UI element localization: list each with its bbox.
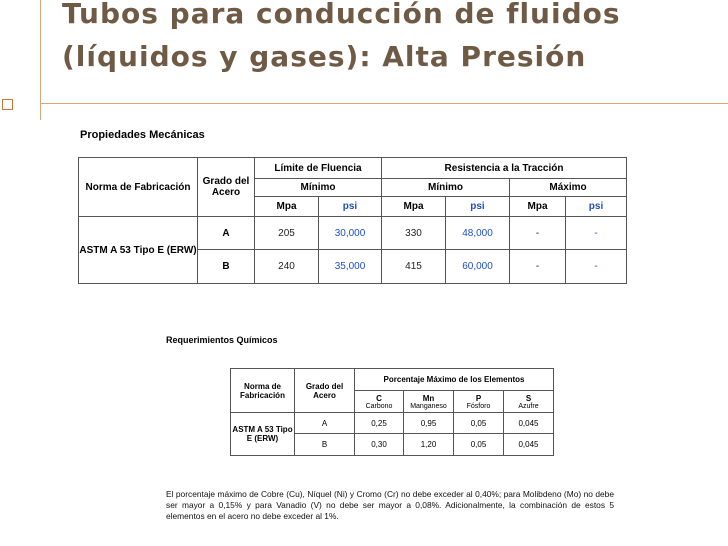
- mech-tmin-mpa: 330: [382, 217, 446, 250]
- mech-norma-value: ASTM A 53 Tipo E (ERW): [79, 217, 198, 284]
- mechanical-properties-title: Propiedades Mecánicas: [80, 129, 205, 141]
- mech-tmin-psi: 60,000: [446, 250, 510, 284]
- chem-c: 0,25: [355, 413, 404, 434]
- mech-yield-mpa: 240: [255, 250, 319, 284]
- mech-row-a: [79, 217, 627, 250]
- mech-tmax-mpa: -: [510, 250, 566, 284]
- element-symbol: P: [475, 393, 482, 403]
- mech-unit-psi: psi: [319, 197, 382, 217]
- mech-yield-psi: 30,000: [319, 217, 382, 250]
- decor-square-marker: [2, 99, 13, 110]
- mech-grade: A: [198, 217, 255, 250]
- chemical-note: El porcentaje máximo de Cobre (Cu), Níquel (Ni) y Cromo (Cr) no debe exceder al 0,40%; para Molibdeno (Mo) no debe ser mayor a 0,15% y para Vanadio (V) no debe ser mayor a 0,08%. Adicionalmente, la combinación de estos 5 elementos en el acero no debe exceder al 1%.: [166, 489, 614, 521]
- mech-tmin-psi: 48,000: [446, 217, 510, 250]
- mech-unit-mpa: Mpa: [382, 197, 446, 217]
- slide-title-line2: (líquidos y gases): Alta Presión: [62, 40, 587, 73]
- slide-title: [62, 0, 702, 78]
- chemical-requirements-title: Requerimientos Químicos: [166, 335, 278, 345]
- chem-s: 0,045: [504, 413, 554, 434]
- chem-header-row-1: [231, 369, 554, 391]
- mech-grade: B: [198, 250, 255, 284]
- chem-header-porcentaje: Porcentaje Máximo de los Elementos: [355, 369, 554, 391]
- mechanical-properties-table: [78, 157, 627, 284]
- element-symbol: C: [376, 393, 382, 403]
- mech-header-tensile-max: Máximo: [510, 179, 627, 197]
- element-name: Azufre: [518, 402, 539, 410]
- chem-header-norma: Norma de Fabricación: [231, 369, 295, 413]
- mech-tmin-mpa: 415: [382, 250, 446, 284]
- element-name: Carbono: [365, 402, 393, 410]
- element-symbol: Mn: [422, 393, 435, 403]
- chem-p: 0,05: [454, 413, 504, 434]
- mech-unit-mpa: Mpa: [510, 197, 566, 217]
- chemical-requirements-table: [230, 368, 554, 456]
- chem-element-p: [454, 391, 504, 413]
- chem-element-s: [504, 391, 554, 413]
- mech-yield-psi: 35,000: [319, 250, 382, 284]
- chem-mn: 1,20: [404, 434, 454, 456]
- mech-header-yield-min: Mínimo: [255, 179, 382, 197]
- slide-title-line1: Tubos para conducción de fluidos: [62, 0, 621, 30]
- mech-tmax-psi: -: [566, 217, 627, 250]
- chem-p: 0,05: [454, 434, 504, 456]
- mech-header-row-1: [79, 158, 627, 179]
- mech-unit-psi: psi: [566, 197, 627, 217]
- chem-grade: B: [295, 434, 355, 456]
- element-name: Manganeso: [410, 402, 447, 410]
- element-symbol: S: [525, 393, 532, 403]
- element-name: Fósforo: [466, 402, 491, 410]
- decor-vertical-line: [40, 0, 41, 120]
- chem-norma-value: ASTM A 53 Tipo E (ERW): [231, 413, 295, 456]
- chem-header-grado: Grado del Acero: [295, 369, 355, 413]
- chem-mn: 0,95: [404, 413, 454, 434]
- mech-header-tensile-min: Mínimo: [382, 179, 510, 197]
- mech-header-grado: Grado del Acero: [198, 158, 255, 217]
- mech-tmax-psi: -: [566, 250, 627, 284]
- mech-header-limite: Límite de Fluencia: [255, 158, 382, 179]
- chem-grade: A: [295, 413, 355, 434]
- mech-yield-mpa: 205: [255, 217, 319, 250]
- decor-horizontal-line: [40, 103, 728, 104]
- mech-header-resistencia: Resistencia a la Tracción: [382, 158, 627, 179]
- chem-row-a: [231, 413, 554, 434]
- chem-element-mn: [404, 391, 454, 413]
- mech-unit-mpa: Mpa: [255, 197, 319, 217]
- mech-unit-psi: psi: [446, 197, 510, 217]
- mech-tmax-mpa: -: [510, 217, 566, 250]
- chem-element-c: [355, 391, 404, 413]
- mech-header-norma: Norma de Fabricación: [79, 158, 198, 217]
- chem-s: 0,045: [504, 434, 554, 456]
- chem-c: 0,30: [355, 434, 404, 456]
